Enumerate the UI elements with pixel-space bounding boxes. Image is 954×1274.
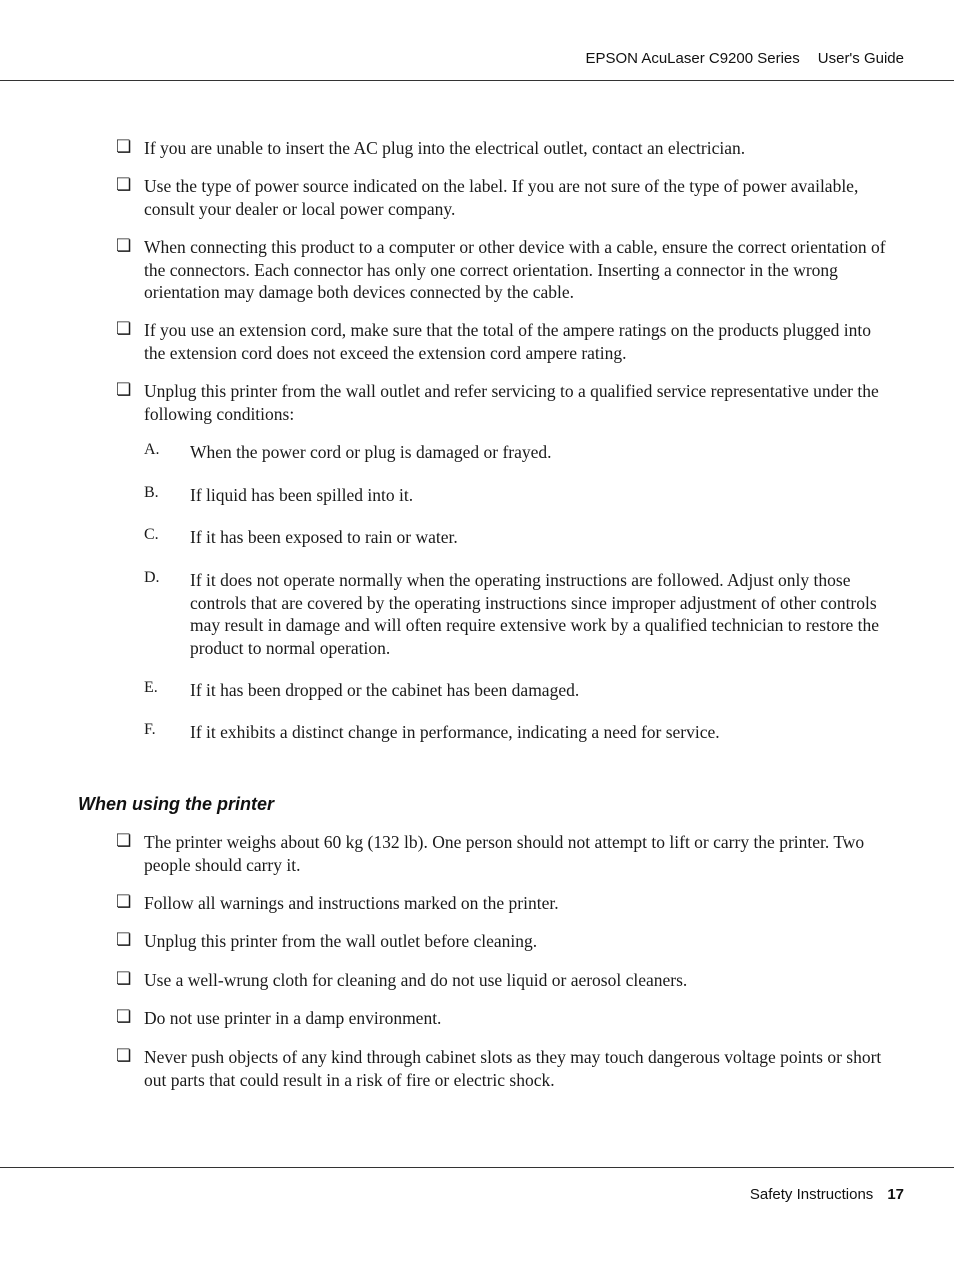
condition-text: If it has been exposed to rain or water. (190, 527, 458, 547)
header-product: EPSON AcuLaser C9200 Series (585, 50, 800, 67)
header-rule (0, 80, 954, 81)
page-number: 17 (887, 1186, 904, 1203)
list-item-text: The printer weighs about 60 kg (132 lb). One person should not attempt to lift or carry the printer. Two people should carry it. (144, 832, 865, 875)
list-item-text: When connecting this product to a computer or other device with a cable, ensure the correct orientation of the connectors. Each connector has only one correct orientation. Inserting a connector in the wrong orientation may damage both devices connected by the cable. (144, 237, 886, 303)
list-item-text: Unplug this printer from the wall outlet before cleaning. (144, 931, 538, 951)
list-item-text: Do not use printer in a damp environment. (144, 1008, 442, 1028)
checkbox-bullet-icon: ❏ (116, 1046, 132, 1066)
condition-letter: B. (144, 484, 159, 501)
footer-section: Safety Instructions (749, 1186, 874, 1203)
condition-text: If it exhibits a distinct change in performance, indicating a need for service. (190, 722, 720, 742)
list-item-text: Never push objects of any kind through cabinet slots as they may touch dangerous voltage points or short out parts that could result in a risk of fire or electric shock. (144, 1047, 882, 1090)
checkbox-bullet-icon: ❏ (116, 1007, 132, 1027)
checkbox-bullet-icon: ❏ (116, 175, 132, 195)
checkbox-bullet-icon: ❏ (116, 969, 132, 989)
condition-letter: C. (144, 526, 159, 543)
footer-rule (0, 1167, 954, 1168)
checkbox-bullet-icon: ❏ (116, 137, 132, 157)
condition-letter: F. (144, 721, 156, 738)
header-guide: User's Guide (817, 50, 904, 67)
condition-text: If it does not operate normally when the operating instructions are followed. Adjust only those controls that are covered by the operating instructions since improper adjustment of other controls may result in damage and will often require extensive work by a qualified technician to restore the product to normal operation. (190, 570, 880, 658)
list-item-text: If you are unable to insert the AC plug into the electrical outlet, contact an electrician. (144, 138, 746, 158)
condition-text: If liquid has been spilled into it. (190, 485, 414, 505)
list-item-text: Use the type of power source indicated on the label. If you are not sure of the type of power available, consult your dealer or local power company. (144, 176, 859, 219)
checkbox-bullet-icon: ❏ (116, 831, 132, 851)
checkbox-bullet-icon: ❏ (116, 892, 132, 912)
list-item-text: Use a well-wrung cloth for cleaning and do not use liquid or aerosol cleaners. (144, 970, 688, 990)
list-item-text: Follow all warnings and instructions marked on the printer. (144, 893, 559, 913)
list-item-text: Unplug this printer from the wall outlet and refer servicing to a qualified service representative under the following conditions: (144, 381, 879, 424)
condition-letter: E. (144, 679, 158, 696)
list-item-text: If you use an extension cord, make sure that the total of the ampere ratings on the products plugged into the extension cord does not exceed the extension cord ampere rating. (144, 320, 872, 363)
condition-letter: D. (144, 569, 160, 586)
checkbox-bullet-icon: ❏ (116, 930, 132, 950)
checkbox-bullet-icon: ❏ (116, 380, 132, 400)
condition-letter: A. (144, 441, 160, 458)
running-footer (750, 1186, 904, 1203)
section-heading: When using the printer (78, 794, 274, 814)
condition-text: When the power cord or plug is damaged or frayed. (190, 442, 552, 462)
checkbox-bullet-icon: ❏ (116, 319, 132, 339)
checkbox-bullet-icon: ❏ (116, 236, 132, 256)
condition-text: If it has been dropped or the cabinet has been damaged. (190, 680, 580, 700)
running-header (585, 50, 904, 67)
